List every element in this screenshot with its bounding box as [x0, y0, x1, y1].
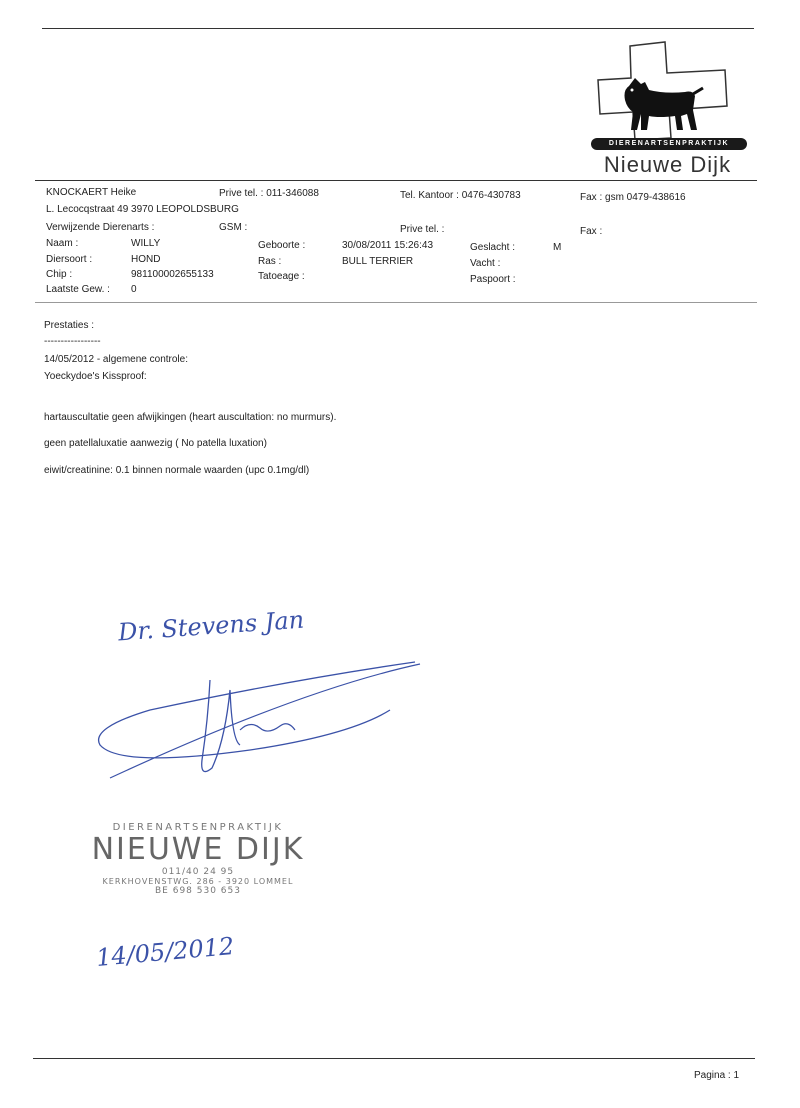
owner-fax: Fax : gsm 0479-438616 — [580, 192, 686, 203]
animal-passport-label: Paspoort : — [470, 274, 516, 285]
header-rule — [35, 180, 757, 181]
referring-private-tel-label: Prive tel. : — [400, 224, 445, 235]
service-line: hartauscultatie geen afwijkingen (heart auscultation: no murmurs). — [44, 412, 337, 423]
top-rule — [42, 28, 754, 29]
service-line: geen patellaluxatie aanwezig ( No patella luxation) — [44, 438, 267, 449]
animal-breed: BULL TERRIER — [342, 256, 414, 267]
clinic-logo — [585, 38, 755, 178]
animal-chip-label: Chip : — [46, 269, 73, 280]
animal-name: WILLY — [131, 238, 161, 249]
cross-dog-icon — [585, 38, 755, 148]
signature — [90, 650, 430, 790]
animal-chip: 981100002655133 — [131, 269, 214, 280]
owner-private-tel: Prive tel. : 011-346088 — [219, 188, 319, 199]
animal-last-weight: 0 — [131, 284, 137, 295]
animal-sex-label: Geslacht : — [470, 242, 516, 253]
animal-name-label: Naam : — [46, 238, 79, 249]
handwritten-date: 14/05/2012 — [95, 932, 236, 972]
animal-species-label: Diersoort : — [46, 254, 93, 265]
clinic-stamp — [88, 822, 308, 896]
referring-vet-label: Verwijzende Dierenarts : — [46, 222, 155, 233]
animal-coat-label: Vacht : — [470, 258, 501, 269]
stamp-line-3: 011/40 24 95 — [161, 867, 235, 877]
footer-rule — [33, 1058, 755, 1059]
section-rule — [35, 302, 757, 303]
services-divider: ----------------- — [44, 336, 101, 347]
referring-gsm-label: GSM : — [219, 222, 248, 233]
handwritten-doctor-name: Dr. Stevens Jan — [117, 605, 305, 647]
service-entry-subtitle: Yoeckydoe's Kissproof: — [44, 371, 147, 382]
animal-species: HOND — [131, 254, 161, 265]
owner-office-tel: Tel. Kantoor : 0476-430783 — [400, 190, 521, 201]
stamp-line-2: NIEUWE DIJK — [91, 832, 305, 867]
logo-banner: DIERENARTSENPRAKTIJK — [591, 138, 747, 150]
stamp-line-1: DIERENARTSENPRAKTIJK — [112, 822, 284, 833]
services-heading: Prestaties : — [44, 320, 95, 331]
referring-fax-label: Fax : — [580, 226, 603, 237]
animal-birth-label: Geboorte : — [258, 240, 306, 251]
page-number: Pagina : 1 — [694, 1070, 740, 1081]
owner-address: L. Lecocqstraat 49 3970 LEOPOLDSBURG — [46, 204, 239, 215]
service-entry-title: 14/05/2012 - algemene controle: — [44, 354, 188, 365]
animal-tattoo-label: Tatoeage : — [258, 271, 305, 282]
stamp-line-4: KERKHOVENSTWG. 286 - 3920 LOMMEL — [102, 877, 294, 886]
service-line: eiwit/creatinine: 0.1 binnen normale waarden (upc 0.1mg/dl) — [44, 465, 310, 476]
logo-name: Nieuwe Dijk — [603, 152, 732, 177]
stamp-line-5: BE 698 530 653 — [155, 886, 241, 896]
animal-breed-label: Ras : — [258, 256, 282, 267]
animal-birth: 30/08/2011 15:26:43 — [342, 240, 434, 251]
animal-sex: M — [553, 242, 562, 253]
owner-name: KNOCKAERT Heike — [46, 187, 137, 198]
animal-last-weight-label: Laatste Gew. : — [46, 284, 110, 295]
